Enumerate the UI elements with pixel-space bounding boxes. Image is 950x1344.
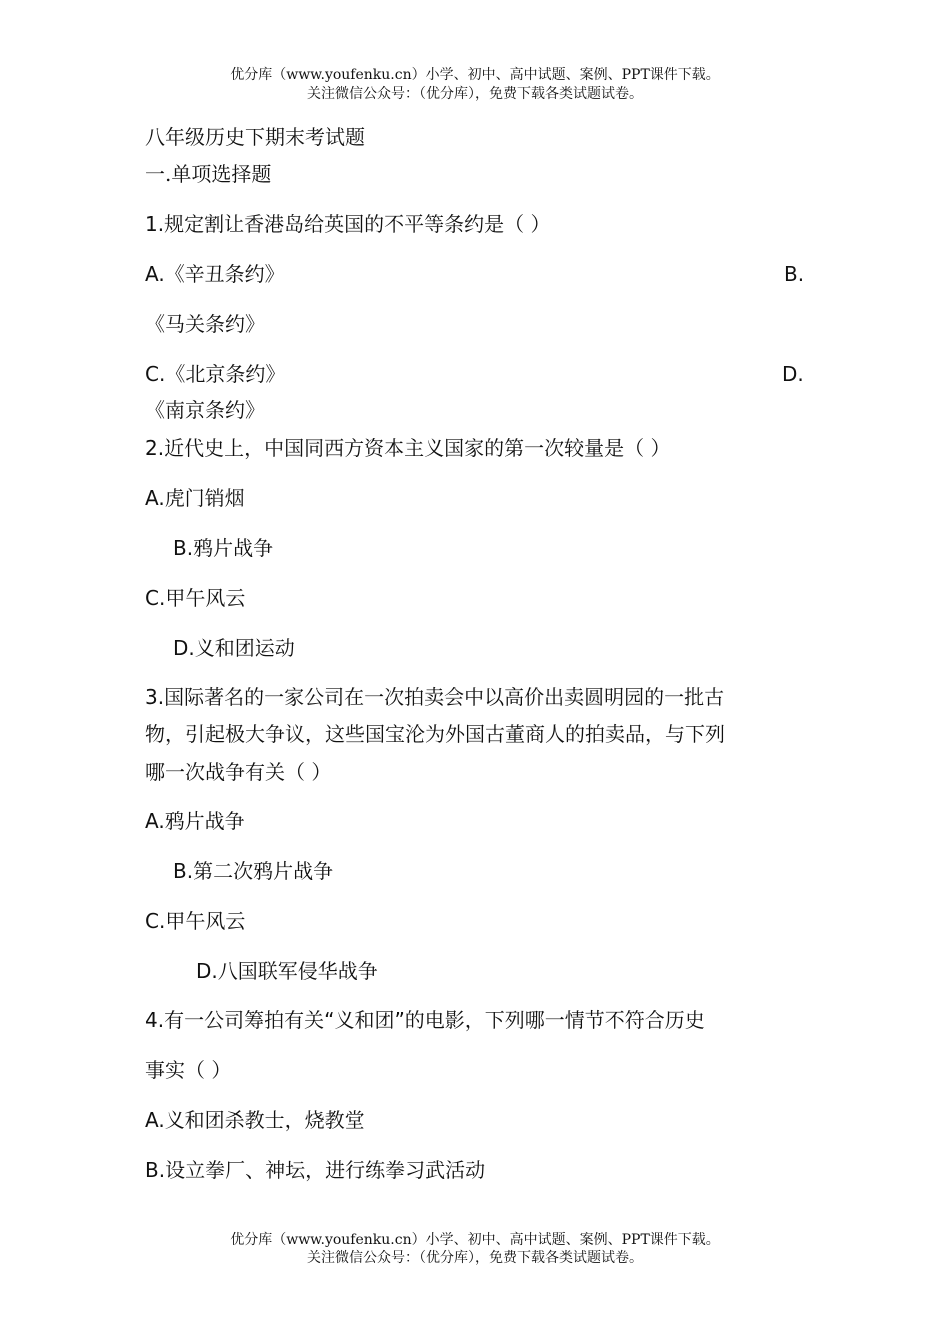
question-3-option-b: B.第二次鸦片战争 [173,859,334,883]
question-1-option-d-letter: D. [782,362,804,386]
question-1-option-b-text: 《马关条约》 [145,312,265,336]
page-header-line-2: 关注微信公众号：（优分库），免费下载各类试题试卷。 [307,86,643,102]
question-1-option-a: A.《辛丑条约》 [145,262,285,286]
question-1-stem: 1.规定割让香港岛给英国的不平等条约是（ ） [145,212,551,236]
question-1-option-b-letter: B. [784,262,805,286]
question-3-stem-line-2: 物，引起极大争议，这些国宝沦为外国古董商人的拍卖品，与下列 [145,722,725,746]
question-4-stem-line-2: 事实（ ） [145,1058,232,1082]
question-3-stem-line-3: 哪一次战争有关（ ） [145,760,332,784]
section-heading: 一.单项选择题 [145,162,272,186]
question-3-option-a: A.鸦片战争 [145,809,245,833]
question-4-stem-line-1: 4.有一公司筹拍有关“义和团”的电影，下列哪一情节不符合历史 [145,1008,705,1032]
page-footer-line-1: 优分库（www.youfenku.cn）小学、初中、高中试题、案例、PPT课件下载。 [230,1232,720,1248]
question-2-stem: 2.近代史上，中国同西方资本主义国家的第一次较量是（ ） [145,436,671,460]
question-2-option-b: B.鸦片战争 [173,536,274,560]
question-2-option-d: D.义和团运动 [173,636,295,660]
question-4-option-a: A.义和团杀教士，烧教堂 [145,1108,365,1132]
question-2-option-a: A.虎门销烟 [145,486,245,510]
question-3-stem-line-1: 3.国际著名的一家公司在一次拍卖会中以高价出卖圆明园的一批古 [145,685,725,709]
question-2-option-c: C.甲午风云 [145,586,246,610]
question-3-option-d: D.八国联军侵华战争 [196,959,378,983]
page-footer-line-2: 关注微信公众号：（优分库），免费下载各类试题试卷。 [307,1250,643,1266]
question-1-option-d-text: 《南京条约》 [145,398,265,422]
page-header-line-1: 优分库（www.youfenku.cn）小学、初中、高中试题、案例、PPT课件下载。 [230,67,720,83]
document-title: 八年级历史下期末考试题 [145,125,365,149]
question-3-option-c: C.甲午风云 [145,909,246,933]
question-4-option-b: B.设立拳厂、神坛，进行练拳习武活动 [145,1158,486,1182]
question-1-option-c: C.《北京条约》 [145,362,286,386]
